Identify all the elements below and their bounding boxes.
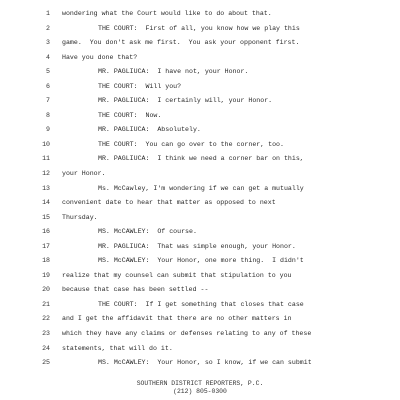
line-number: 6	[46, 82, 50, 90]
line-text: because that case has been settled --	[62, 286, 209, 294]
transcript-line	[0, 240, 400, 255]
transcript-line	[0, 196, 400, 211]
line-text: MS. McCAWLEY: Your Honor, so I know, if we can submit	[98, 359, 312, 367]
transcript-line	[0, 269, 400, 284]
line-number: 13	[42, 184, 50, 192]
line-number: 19	[42, 271, 50, 279]
transcript-line	[0, 211, 400, 226]
transcript-line	[0, 123, 400, 138]
line-text: game. You don't ask me first. You ask your opponent first.	[62, 39, 300, 47]
footer-phone: (212) 805-0300	[173, 388, 227, 395]
line-number: 20	[42, 286, 50, 294]
line-number: 21	[42, 300, 50, 308]
transcript-line	[0, 36, 400, 51]
line-number: 24	[42, 344, 50, 352]
line-text: which they have any claims or defenses relating to any of these	[62, 330, 312, 338]
line-number: 5	[46, 68, 50, 76]
transcript-line	[0, 356, 400, 371]
line-text: MR. PAGLIUCA: I have not, your Honor.	[98, 68, 249, 76]
line-number: 10	[42, 140, 50, 148]
transcript-line	[0, 80, 400, 95]
line-text: realize that my counsel can submit that stipulation to you	[62, 271, 292, 279]
line-number: 23	[42, 330, 50, 338]
line-number: 17	[42, 242, 50, 250]
line-text: MS. McCAWLEY: Of course.	[98, 228, 197, 236]
transcript-line	[0, 138, 400, 153]
line-text: THE COURT: If I get something that closes that case	[98, 300, 304, 308]
line-number: 12	[42, 170, 50, 178]
transcript-line	[0, 182, 400, 197]
line-text: MR. PAGLIUCA: Absolutely.	[98, 126, 201, 134]
line-text: convenient date to hear that matter as opposed to next	[62, 199, 276, 207]
line-text: THE COURT: You can go over to the corner, too.	[98, 140, 284, 148]
line-text: THE COURT: Will you?	[98, 82, 182, 90]
transcript-line	[0, 7, 400, 22]
transcript-line	[0, 342, 400, 357]
footer-reporter: SOUTHERN DISTRICT REPORTERS, P.C.	[136, 380, 264, 387]
line-number: 22	[42, 315, 50, 323]
transcript-line	[0, 254, 400, 269]
line-text: THE COURT: Now.	[98, 111, 162, 119]
top-partial-line	[60, 0, 90, 1]
line-number: 2	[46, 24, 50, 32]
transcript-line	[0, 152, 400, 167]
transcript-line	[0, 109, 400, 124]
line-text: MS. McCAWLEY: Your Honor, one more thing. I didn't	[98, 257, 304, 265]
line-number: 1	[46, 10, 50, 17]
line-number: 18	[42, 257, 50, 265]
line-text: Have you done that?	[62, 53, 138, 61]
line-text: MR. PAGLIUCA: I certainly will, your Honor.	[98, 97, 273, 105]
line-text: your Honor.	[62, 170, 106, 178]
line-text: MR. PAGLIUCA: I think we need a corner bar on this,	[98, 155, 304, 163]
transcript-line	[0, 51, 400, 66]
line-text: statements, that will do it.	[62, 344, 173, 352]
line-number: 3	[46, 39, 50, 47]
transcript-line	[0, 312, 400, 327]
line-number: 25	[42, 359, 50, 367]
line-number: 16	[42, 228, 50, 236]
transcript-line	[0, 298, 400, 313]
transcript-line	[0, 225, 400, 240]
transcript-lines	[0, 7, 400, 371]
transcript-line	[0, 22, 400, 37]
line-text: MR. PAGLIUCA: That was simple enough, your Honor.	[98, 242, 296, 250]
line-number: 9	[46, 126, 50, 134]
line-number: 8	[46, 111, 50, 119]
transcript-line	[0, 65, 400, 80]
line-number: 15	[42, 213, 50, 221]
transcript-line	[0, 283, 400, 298]
transcript-line	[0, 94, 400, 109]
line-text: and I get the affidavit that there are no other matters in	[62, 315, 292, 323]
transcript-line	[0, 327, 400, 342]
line-number: 11	[42, 155, 50, 163]
line-number: 7	[46, 97, 50, 105]
line-text: wondering what the Court would like to do about that.	[62, 10, 272, 17]
line-text: THE COURT: First of all, you know how we play this	[98, 24, 300, 32]
line-text: Thursday.	[62, 213, 98, 221]
line-number: 4	[46, 53, 50, 61]
transcript-line	[0, 167, 400, 182]
line-number: 14	[42, 199, 50, 207]
line-text: Ms. McCawley, I'm wondering if we can get a mutually	[98, 184, 304, 192]
